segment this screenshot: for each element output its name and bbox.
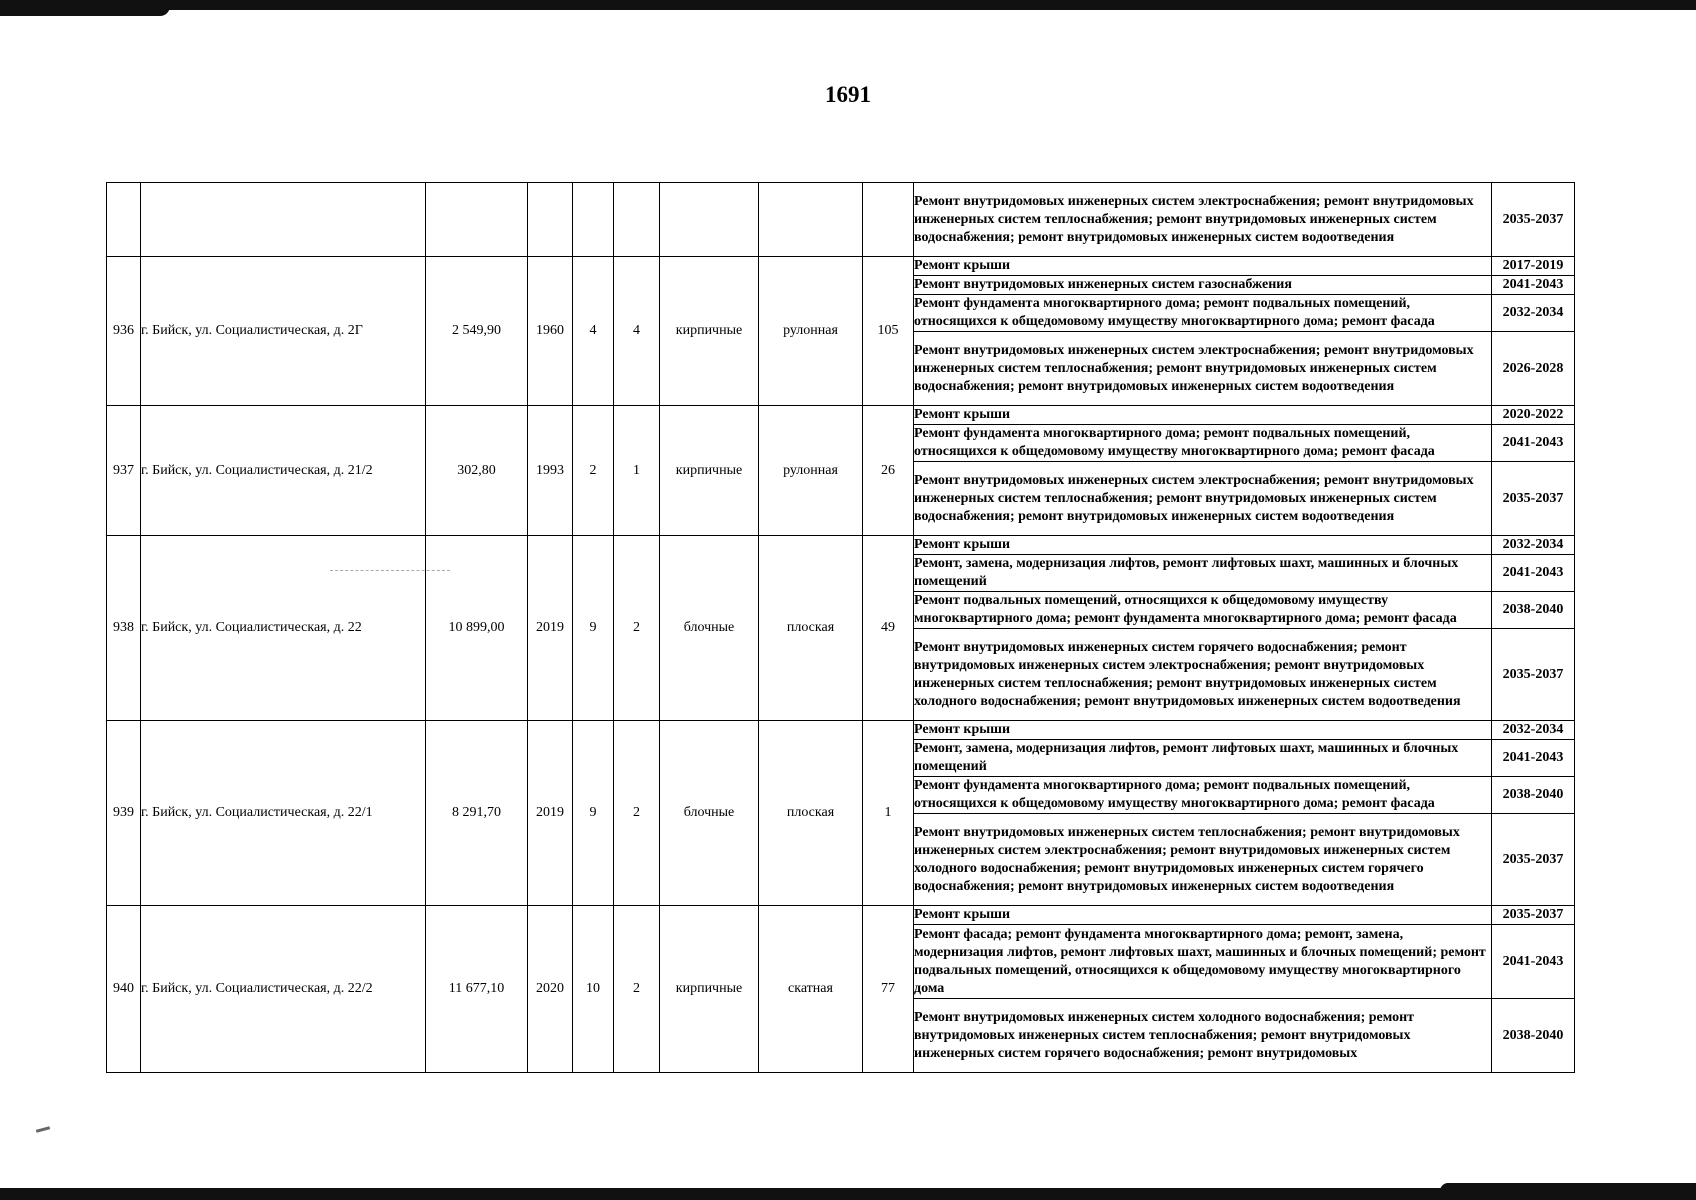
registry-body [107,183,1575,1073]
cell-work-period: 2038-2040 [1492,592,1575,629]
cell-entrances: 1 [614,406,660,536]
cell-work-description: Ремонт внутридомовых инженерных систем газоснабжения [914,276,1492,295]
cell-area: 2 549,90 [426,257,528,406]
cell-floors: 4 [573,257,614,406]
cell-year: 2020 [528,906,573,1073]
cell-entrances: 4 [614,257,660,406]
cell-roof: скатная [759,906,863,1073]
cell-work-period: 2032-2034 [1492,721,1575,740]
cell-area-empty [426,183,528,257]
cell-floors: 10 [573,906,614,1073]
table-row [107,536,1575,555]
page-number: 1691 [825,82,871,107]
cell-roof: плоская [759,721,863,906]
cell-work-description: Ремонт фундамента многоквартирного дома; ремонт подвальных помещений, относящихся к общедомовому имуществу многоквартирного дома; ремонт фасада [914,295,1492,332]
table-row [107,183,1575,257]
cell-work-period: 2035-2037 [1492,462,1575,536]
cell-year: 1960 [528,257,573,406]
cell-work-description: Ремонт внутридомовых инженерных систем электроснабжения; ремонт внутридомовых инженерных систем теплоснабжения; ремонт внутридомовых инженерных систем водоснабжения; ремонт внутридомовых инженерных систем водоотведения [914,183,1492,257]
cell-work-period: 2041-2043 [1492,740,1575,777]
cell-entrances: 2 [614,906,660,1073]
cell-work-description: Ремонт крыши [914,721,1492,740]
cell-floors: 9 [573,536,614,721]
cell-num-empty [107,183,141,257]
cell-work-description: Ремонт фундамента многоквартирного дома; ремонт подвальных помещений, относящихся к общедомовому имуществу многоквартирного дома; ремонт фасада [914,425,1492,462]
cell-work-period: 2041-2043 [1492,425,1575,462]
repair-registry-table [106,182,1575,1073]
cell-address: г. Бийск, ул. Социалистическая, д. 22/2 [141,906,426,1073]
cell-residents: 77 [863,906,914,1073]
cell-work-period: 2032-2034 [1492,536,1575,555]
cell-residents: 26 [863,406,914,536]
cell-walls: кирпичные [660,406,759,536]
cell-work-description: Ремонт внутридомовых инженерных систем горячего водоснабжения; ремонт внутридомовых инженерных систем электроснабжения; ремонт внутридомовых инженерных систем теплоснабжения; ремонт внутридомовых инженерных систем холодного водоснабжения; ремонт внутридомовых инженерных систем водоотведения [914,629,1492,721]
cell-roof: рулонная [759,257,863,406]
cell-roof-empty [759,183,863,257]
cell-work-description: Ремонт подвальных помещений, относящихся к общедомовому имуществу многоквартирного дома; ремонт фундамента многоквартирного дома; ремонт фасада [914,592,1492,629]
cell-year: 2019 [528,721,573,906]
cell-work-description: Ремонт внутридомовых инженерных систем холодного водоснабжения; ремонт внутридомовых инженерных систем теплоснабжения; ремонт внутридомовых инженерных систем горячего водоснабжения; ремонт внутридомовых [914,999,1492,1073]
cell-work-description: Ремонт, замена, модернизация лифтов, ремонт лифтовых шахт, машинных и блочных помещений [914,740,1492,777]
cell-work-period: 2041-2043 [1492,925,1575,999]
cell-work-period: 2017-2019 [1492,257,1575,276]
cell-work-period: 2041-2043 [1492,555,1575,592]
table-row [107,906,1575,925]
cell-area: 11 677,10 [426,906,528,1073]
cell-area: 8 291,70 [426,721,528,906]
cell-work-description: Ремонт, замена, модернизация лифтов, ремонт лифтовых шахт, машинных и блочных помещений [914,555,1492,592]
cell-work-period: 2035-2037 [1492,814,1575,906]
cell-address: г. Бийск, ул. Социалистическая, д. 21/2 [141,406,426,536]
cell-work-description: Ремонт внутридомовых инженерных систем теплоснабжения; ремонт внутридомовых инженерных систем электроснабжения; ремонт внутридомовых инженерных систем холодного водоснабжения; ремонт внутридомовых инженерных систем горячего водоснабжения; ремонт внутридомовых инженерных систем водоотведения [914,814,1492,906]
cell-work-period: 2032-2034 [1492,295,1575,332]
cell-floors: 2 [573,406,614,536]
cell-entrances: 2 [614,721,660,906]
cell-work-period: 2038-2040 [1492,777,1575,814]
table-row [107,721,1575,740]
cell-residents: 49 [863,536,914,721]
cell-year: 2019 [528,536,573,721]
cell-work-period: 2026-2028 [1492,332,1575,406]
cell-roof: плоская [759,536,863,721]
cell-work-description: Ремонт внутридомовых инженерных систем электроснабжения; ремонт внутридомовых инженерных систем теплоснабжения; ремонт внутридомовых инженерных систем водоснабжения; ремонт внутридомовых инженерных систем водоотведения [914,462,1492,536]
cell-work-period: 2035-2037 [1492,629,1575,721]
cell-number: 938 [107,536,141,721]
cell-work-description: Ремонт фасада; ремонт фундамента многоквартирного дома; ремонт, замена, модернизация лифтов, ремонт лифтовых шахт, машинных и блочных помещений; ремонт подвальных помещений, относящихся к общедомовому имуществу многоквартирного дома [914,925,1492,999]
cell-entrances: 2 [614,536,660,721]
scan-border-top-notch [0,6,170,16]
cell-walls: блочные [660,721,759,906]
scan-border-top [0,0,1696,10]
cell-walls: кирпичные [660,906,759,1073]
cell-walls-empty [660,183,759,257]
cell-work-period: 2041-2043 [1492,276,1575,295]
cell-area: 302,80 [426,406,528,536]
cell-work-description: Ремонт внутридомовых инженерных систем электроснабжения; ремонт внутридомовых инженерных систем теплоснабжения; ремонт внутридомовых инженерных систем водоснабжения; ремонт внутридомовых инженерных систем водоотведения [914,332,1492,406]
cell-work-description: Ремонт крыши [914,257,1492,276]
cell-work-period: 2035-2037 [1492,906,1575,925]
cell-year: 1993 [528,406,573,536]
scan-border-bottom-notch [1440,1183,1696,1191]
cell-work-description: Ремонт крыши [914,406,1492,425]
cell-entrances-empty [614,183,660,257]
cell-walls: блочные [660,536,759,721]
table-row [107,257,1575,276]
cell-area: 10 899,00 [426,536,528,721]
cell-residents: 105 [863,257,914,406]
cell-walls: кирпичные [660,257,759,406]
cell-address: г. Бийск, ул. Социалистическая, д. 2Г [141,257,426,406]
cell-year-empty [528,183,573,257]
cell-floors: 9 [573,721,614,906]
cell-roof: рулонная [759,406,863,536]
cell-work-period: 2020-2022 [1492,406,1575,425]
cell-address: г. Бийск, ул. Социалистическая, д. 22/1 [141,721,426,906]
cell-work-description: Ремонт крыши [914,536,1492,555]
cell-work-period: 2038-2040 [1492,999,1575,1073]
cell-number: 936 [107,257,141,406]
cell-number: 937 [107,406,141,536]
scan-speck [36,1126,50,1133]
cell-residents-empty [863,183,914,257]
table-row [107,406,1575,425]
cell-residents: 1 [863,721,914,906]
cell-work-period: 2035-2037 [1492,183,1575,257]
cell-address: г. Бийск, ул. Социалистическая, д. 22 [141,536,426,721]
cell-work-description: Ремонт фундамента многоквартирного дома; ремонт подвальных помещений, относящихся к общедомовому имуществу многоквартирного дома; ремонт фасада [914,777,1492,814]
cell-number: 939 [107,721,141,906]
cell-work-description: Ремонт крыши [914,906,1492,925]
cell-floors-empty [573,183,614,257]
cell-address-empty [141,183,426,257]
cell-number: 940 [107,906,141,1073]
